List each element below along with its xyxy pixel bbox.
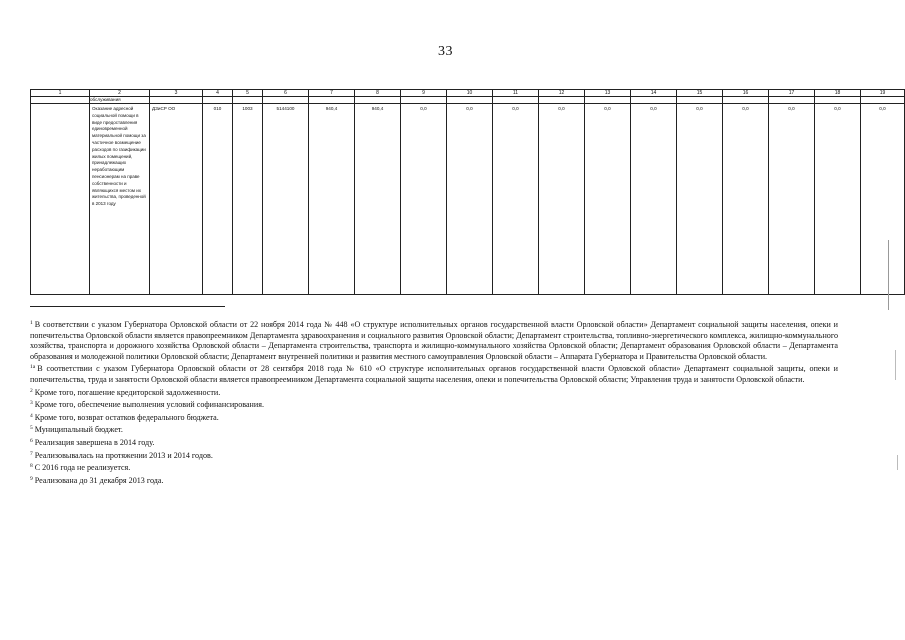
table-cell: 0,0	[447, 104, 493, 295]
table-cell: 0,0	[585, 104, 631, 295]
footnote	[30, 449, 838, 462]
table-cell: 0,0	[861, 104, 905, 295]
scan-edge-line	[888, 240, 889, 310]
footnotes	[30, 318, 838, 486]
footnote-text: Кроме того, погашение кредиторской задолженности.	[34, 387, 221, 397]
column-number: 18	[815, 90, 861, 97]
footnote-mark: 6	[30, 437, 33, 444]
column-number: 5	[233, 90, 263, 97]
footnote-mark: 8	[30, 463, 33, 470]
scan-edge-line	[895, 350, 896, 380]
column-number: 16	[723, 90, 769, 97]
footnote-text: Реализована до 31 декабря 2013 года.	[34, 475, 164, 485]
column-number: 15	[677, 90, 723, 97]
column-number: 4	[203, 90, 233, 97]
footnote-text: В соответствии с указом Губернатора Орловской области от 22 ноября 2014 года № 448 «О структуре исполнительных органов государственной власти Орловской области» Департамент социальной защиты населения, опеки и попечительства Орловской области является правопреемником Департамента здравоохранения и социального развития Орловской области; Департамент строительства, топливно-энергетического комплекса, жилищно-коммунального хозяйства, транспорта и дорожного хозяйства Орловской области – Департамента строительства, транспорта и жилищно-коммунального хозяйства Орловской области; Департамент образования Орловской области – Департамента образования и молодежной политики Орловской области; Департамент внутренней политики и развития местного самоуправления Орловской области – Аппарата Губернатора и Правительства Орловской области.	[30, 320, 838, 361]
table-cell: 0,0	[723, 104, 769, 295]
footnote-mark: 7	[30, 450, 33, 457]
table-row	[31, 104, 905, 295]
footnote-mark: 2	[30, 387, 33, 394]
table-cell: 0,0	[677, 104, 723, 295]
measure-description: Оказание адресной социальной помощи в виде предоставления единовременной материальной помощи за частичное возмещение расходов по газификации жилых помещений, принадлежащих неработающим пенсионерам на праве собственности и являющихся местом их жительства, проведенной в 2013 году	[90, 104, 150, 295]
budget-table	[30, 89, 905, 295]
footnote	[30, 398, 838, 411]
budget-table-container	[30, 89, 886, 295]
column-number: 9	[401, 90, 447, 97]
footnote-separator	[30, 306, 225, 307]
table-cell: 0,0	[815, 104, 861, 295]
footnote-text: В соответствии с указом Губернатора Орловской области от 28 сентября 2018 года № 610 «О структуре исполнительных органов государственной власти Орловской области» Департамент социальной защиты, опеки и попечительства, труда и занятости Орловской области является правопреемником Департамента социальной защиты населения, опеки и попечительства Орловской области; Управления труда и занятости Орловской области.	[30, 364, 838, 384]
table-cell: 0,0	[631, 104, 677, 295]
footnote	[30, 411, 838, 424]
footnote	[30, 474, 838, 487]
footnote	[30, 318, 838, 362]
table-cell: 0,0	[401, 104, 447, 295]
footnote	[30, 461, 838, 474]
continuation-text: обслуживания	[90, 97, 150, 104]
column-number: 7	[309, 90, 355, 97]
footnote-text: Реализация завершена в 2014 году.	[34, 437, 155, 447]
footnote-text: Муниципальный бюджет.	[34, 425, 123, 435]
footnote-mark: 5	[30, 425, 33, 432]
scan-edge-line	[897, 455, 898, 470]
column-number: 1	[31, 90, 90, 97]
table-cell: 0,0	[769, 104, 815, 295]
table-cell: 0,0	[539, 104, 585, 295]
footnote	[30, 386, 838, 399]
table-cell-empty	[31, 104, 90, 295]
footnote-mark: 9	[30, 475, 33, 482]
page-number: 33	[438, 44, 453, 59]
column-number: 17	[769, 90, 815, 97]
column-number: 6	[263, 90, 309, 97]
footnote-mark: 1	[30, 320, 33, 326]
column-number: 19	[861, 90, 905, 97]
column-number: 14	[631, 90, 677, 97]
footnote-text: Кроме того, обеспечение выполнения условий софинансирования.	[34, 400, 264, 410]
footnote-text: Кроме того, возврат остатков федерального бюджета.	[34, 412, 219, 422]
footnote-text: С 2016 года не реализуется.	[34, 463, 131, 473]
footnote-mark: 4	[30, 412, 33, 419]
table-cell: 1003	[233, 104, 263, 295]
table-cell: 010	[203, 104, 233, 295]
table-cell: 5144100	[263, 104, 309, 295]
table-cell: 940,4	[355, 104, 401, 295]
footnote-mark: 3	[30, 400, 33, 407]
column-number-row	[31, 90, 905, 97]
column-number: 8	[355, 90, 401, 97]
footnote-text: Реализовывалась на протяжении 2013 и 2014 годов.	[34, 450, 213, 460]
executor-cell: ДЗиСР ОО	[150, 104, 203, 295]
column-number: 12	[539, 90, 585, 97]
continuation-row	[31, 97, 905, 104]
footnote	[30, 423, 838, 436]
table-cell: 0,0	[493, 104, 539, 295]
column-number: 10	[447, 90, 493, 97]
column-number: 2	[90, 90, 150, 97]
column-number: 11	[493, 90, 539, 97]
table-cell: 940,4	[309, 104, 355, 295]
column-number: 13	[585, 90, 631, 97]
footnote	[30, 362, 838, 385]
column-number: 3	[150, 90, 203, 97]
footnote	[30, 436, 838, 449]
footnote-mark: 1a	[30, 364, 36, 371]
